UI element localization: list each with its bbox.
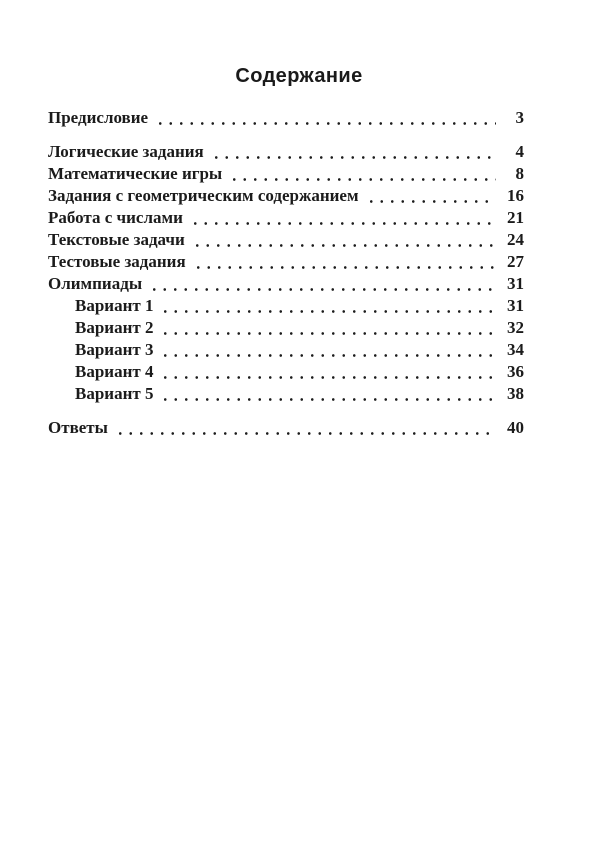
- entry-label: Ответы: [48, 418, 108, 437]
- entry-label: Тестовые задания: [48, 252, 186, 271]
- table-of-contents: [48, 107, 524, 439]
- dot-leader: [159, 339, 496, 361]
- page-number: 32: [507, 318, 524, 337]
- page-number: 38: [507, 384, 524, 403]
- page-number: 31: [507, 296, 524, 315]
- toc-entry: [48, 273, 524, 295]
- entry-label: Вариант 5: [75, 384, 154, 403]
- dot-leader: [192, 251, 496, 273]
- page-number: 21: [507, 208, 524, 227]
- toc-entry: [48, 339, 524, 361]
- page-number: 27: [507, 252, 524, 271]
- entry-label: Текстовые задачи: [48, 230, 185, 249]
- toc-entry: [48, 141, 524, 163]
- dot-leader: [154, 107, 496, 129]
- page-number: 16: [507, 186, 524, 205]
- dot-leader: [210, 141, 496, 163]
- entry-label: Вариант 4: [75, 362, 154, 381]
- toc-entry: [48, 251, 524, 273]
- dot-leader: [159, 317, 496, 339]
- toc-entry: [48, 417, 524, 439]
- toc-entry: [48, 185, 524, 207]
- entry-label: Математические игры: [48, 164, 223, 183]
- toc-entry: [48, 383, 524, 405]
- page-number: 24: [507, 230, 524, 249]
- entry-label: Работа с числами: [48, 208, 183, 227]
- entry-label: Предисловие: [48, 108, 149, 127]
- toc-entry: [48, 361, 524, 383]
- page-number: 4: [515, 142, 524, 161]
- dot-leader: [148, 273, 496, 295]
- entry-label: Вариант 2: [75, 318, 154, 337]
- dot-leader: [189, 207, 496, 229]
- toc-entry: [48, 207, 524, 229]
- entry-label: Вариант 3: [75, 340, 154, 359]
- page-number: 36: [507, 362, 524, 381]
- dot-leader: [365, 185, 496, 207]
- page-number: 8: [515, 164, 524, 183]
- dot-leader: [228, 163, 496, 185]
- entry-label: Олимпиады: [48, 274, 143, 293]
- entry-label: Логические задания: [48, 142, 204, 161]
- page-number: 34: [507, 340, 524, 359]
- toc-entry: [48, 163, 524, 185]
- toc-entry: [48, 317, 524, 339]
- toc-entry: [48, 295, 524, 317]
- dot-leader: [114, 417, 496, 439]
- page-number: 31: [507, 274, 524, 293]
- dot-leader: [159, 361, 496, 383]
- page-title: Содержание: [235, 65, 363, 87]
- entry-label: Вариант 1: [75, 296, 154, 315]
- page-number: 40: [507, 418, 524, 437]
- page-number: 3: [515, 108, 524, 127]
- toc-entry: [48, 107, 524, 129]
- dot-leader: [159, 383, 496, 405]
- dot-leader: [191, 229, 496, 251]
- entry-label: Задания с геометрическим содержанием: [48, 186, 359, 205]
- dot-leader: [159, 295, 496, 317]
- toc-entry: [48, 229, 524, 251]
